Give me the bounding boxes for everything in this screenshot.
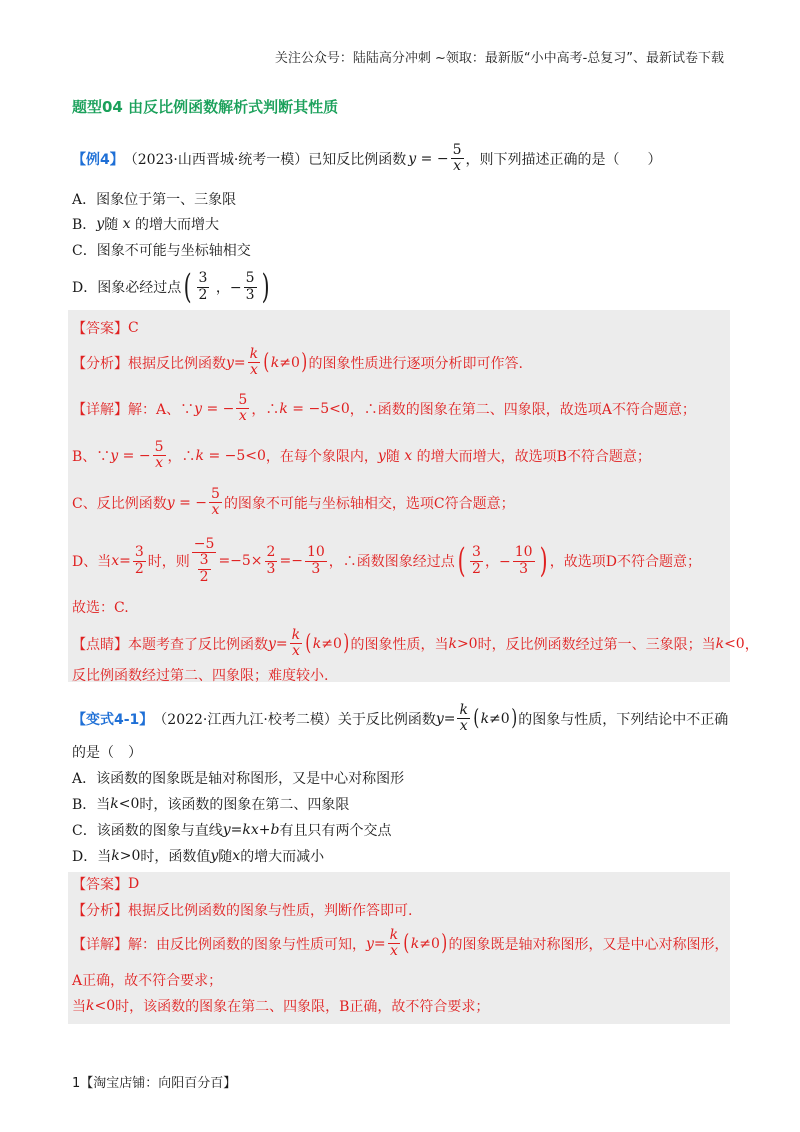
example4-detail-a: 【详解】 解：A、∵ y = − $\frac{5}{x}$ ，∴ k = −5<0 ，∴函数的图象在第二、四象限，故选项A不符合题意； — [72, 392, 696, 425]
example4-detail-b: B、∵ y = − $\frac{5}{x}$ ，∴ k = −5<0 ，在每个象限内， y 随 x 的增大而增大，故选项B不符合题意； — [72, 439, 651, 472]
example4-analysis: 【分析】 根据反比例函数 y = $\frac{k}{x}$ ( k ≠0 ) 的图象性质进行逐项分析即可作答. — [72, 346, 523, 379]
example4-stem-tail: ，则下列描述正确的是（ ） — [465, 151, 662, 168]
page-footer: 1【淘宝店铺：向阳百分百】 — [72, 1076, 237, 1091]
option-a: A．图象位于第一、三象限 — [72, 192, 237, 208]
example4-detail-c: C、反比例函数 y = − $\frac{5}{x}$ 的图象不可能与坐标轴相交，选项C符合题意； — [72, 486, 515, 519]
variant41-answer: 【答案】 D — [72, 876, 140, 893]
variant41-option-d: D．当 k >0 时，函数值 y 随 x 的增大而减小 — [72, 848, 325, 865]
variant41-stem-line2: 的是（ ） — [72, 745, 142, 761]
example4-tag: 【例4】 — [72, 151, 124, 168]
example4-comment-line2: 反比例函数经过第二、四象限；难度较小. — [72, 668, 329, 684]
example4-detail-d: D、当 x = $\frac{3}{2}$ 时，则 $\frac{-5}{\frac{3}{2}}$ =−5× $\frac{2}{3}$ =− $\frac{10}{3}$ ，∴函数图象经过点 ( $\frac{3}{2}$ ，− $\frac{10}{3}$ ) ，故选项D不符合题意； — [72, 536, 702, 585]
variant41-stem: 【变式4-1】 （2022·江西九江·校考二模）关于反比例函数 y = $\frac{k}{x}$ ( k ≠0 ) 的图象与性质，下列结论中不正确 — [72, 702, 729, 735]
example4-answer: 【答案】 C — [72, 320, 139, 337]
variant41-tag: 【变式4-1】 — [72, 711, 154, 728]
option-d: D．图象必经过点 ( $\frac{3}{2}$ ，− $\frac{5}{3}$ ) — [72, 267, 270, 307]
option-b: B． y 随 x 的增大而增大 — [72, 216, 220, 233]
section-title: 题型04 由反比例函数解析式判断其性质 — [72, 98, 339, 116]
example4-choose: 故选：C. — [72, 600, 129, 616]
variant41-detail-line2: A正确，故不符合要求； — [72, 973, 223, 989]
example4-comment: 【点睛】 本题考查了反比例函数 y = $\frac{k}{x}$ ( k ≠0 ) 的图象性质，当 k >0 时，反比例函数经过第一、三象限；当 k <0 ， — [72, 627, 759, 660]
option-c: C．图象不可能与坐标轴相交 — [72, 243, 251, 259]
variant41-option-c: C．该函数的图象与直线 y = kx + b 有且只有两个交点 — [72, 822, 392, 839]
variant41-option-b: B．当 k <0 时，该函数的图象在第二、四象限 — [72, 796, 350, 813]
header-note: 关注公众号：陆陆高分冲刺 ~领取：最新版“小中高考-总复习”、最新试卷下载 — [274, 51, 724, 66]
example4-source: （2023·山西晋城·统考一模）已知反比例函数 — [123, 151, 407, 168]
example4-stem: 【例4】 （2023·山西晋城·统考一模）已知反比例函数 y = − $\frac{5}{x}$ ，则下列描述正确的是（ ） — [72, 142, 662, 175]
variant41-analysis: 【分析】 根据反比例函数的图象与性质，判断作答即可. — [72, 903, 413, 919]
variant41-option-a: A．该函数的图象既是轴对称图形，又是中心对称图形 — [72, 771, 405, 787]
variant41-detail-line3: 当 k <0 时，该函数的图象在第二、四象限，B正确，故不符合要求； — [72, 998, 490, 1015]
variant41-detail: 【详解】 解：由反比例函数的图象与性质可知， y = $\frac{k}{x}$ ( k ≠0 ) 的图象既是轴对称图形，又是中心对称图形， — [72, 927, 729, 960]
